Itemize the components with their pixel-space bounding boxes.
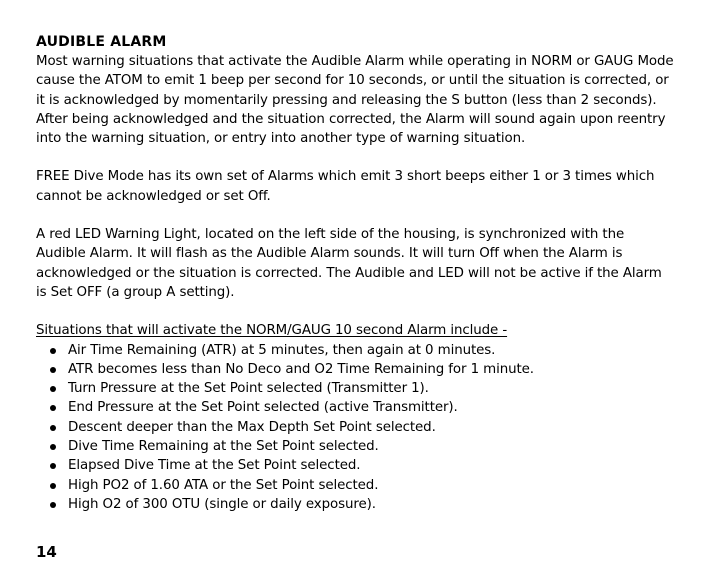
list-item [36,341,676,360]
list-item [36,418,676,437]
list-item-text: End Pressure at the Set Point selected (active Transmitter). [68,400,458,416]
bullet-icon [50,463,56,469]
list-item-text: Turn Pressure at the Set Point selected (Transmitter 1). [68,381,429,397]
bullet-icon [50,502,56,508]
list-item-text: Air Time Remaining (ATR) at 5 minutes, then again at 0 minutes. [68,342,496,358]
bullet-icon [50,405,56,411]
list-item-text: High PO2 of 1.60 ATA or the Set Point selected. [68,477,379,493]
paragraph-free-dive-alarms: FREE Dive Mode has its own set of Alarms which emit 3 short beeps either 1 or 3 times which cannot be acknowledged or set Off. [36,169,655,204]
paragraph-spacer [36,302,676,321]
list-item [36,495,676,514]
list-item [36,379,676,398]
bullet-icon [50,483,56,489]
list-item-text: Dive Time Remaining at the Set Point selected. [68,439,379,455]
paragraph-spacer [36,206,676,225]
list-item-text: Descent deeper than the Max Depth Set Point selected. [68,419,436,435]
bullet-icon [50,386,56,392]
page-number: 14 [36,543,57,561]
paragraph-spacer [36,148,676,167]
list-item-text: ATR becomes less than No Deco and O2 Time Remaining for 1 minute. [68,361,534,377]
bullet-icon [50,444,56,450]
bullet-icon [50,367,56,373]
list-item [36,476,676,495]
list-item [36,456,676,475]
bullet-icon [50,348,56,354]
list-item [36,398,676,417]
alarm-situations-list [36,341,676,515]
section-heading: AUDIBLE ALARM [36,34,167,50]
list-heading: Situations that will activate the NORM/GAUG 10 second Alarm include - [36,323,508,339]
paragraph-led-warning-light: A red LED Warning Light, located on the left side of the housing, is synchronized with the Audible Alarm. It will flash as the Audible Alarm sounds. It will turn Off when the Alarm is acknowledged or the situation is corrected. The Audible and LED will not be active if the Alarm is Set OFF (a group A setting). [36,227,662,300]
manual-page-content [36,33,676,514]
bullet-icon [50,425,56,431]
list-item-text: Elapsed Dive Time at the Set Point selected. [68,458,361,474]
list-item [36,360,676,379]
list-item-text: High O2 of 300 OTU (single or daily exposure). [68,496,376,512]
paragraph-audible-alarm: Most warning situations that activate the Audible Alarm while operating in NORM or GAUG Mode cause the ATOM to emit 1 beep per second for 10 seconds, or until the situation is corrected, or it is acknowledged by momentarily pressing and releasing the S button (less than 2 seconds). After being acknowledged and the situation corrected, the Alarm will sound again upon reentry into the warning situation, or entry into another type of warning situation. [36,54,674,147]
list-item [36,437,676,456]
